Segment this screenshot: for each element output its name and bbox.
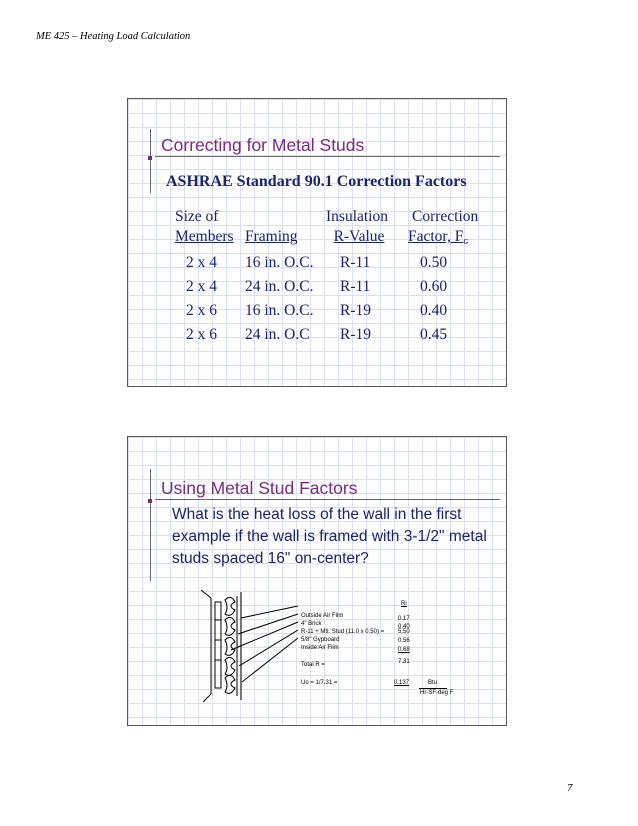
- table-cell: 0.45: [420, 326, 448, 343]
- table-cell: R-11: [340, 254, 371, 271]
- column-framing: [245, 251, 313, 347]
- total-label: Total R =: [301, 662, 325, 668]
- layer-value: 0.68: [398, 647, 410, 653]
- document-header: ME 425 – Heating Load Calculation: [36, 31, 191, 42]
- unit-fraction-bar: [419, 688, 447, 689]
- total-value: 7.31: [398, 659, 410, 665]
- slide-using-metal-stud-factors: [127, 436, 507, 726]
- table-cell: 2 x 6: [186, 302, 217, 319]
- layer-value: 0.56: [398, 638, 410, 644]
- table-cell: 16 in. O.C.: [245, 254, 314, 271]
- unit-numerator: Btu: [428, 680, 438, 686]
- table-cell: R-19: [340, 326, 371, 343]
- table-cell: 24 in. O.C: [245, 326, 310, 343]
- unit-denominator: Hr-SF-deg F: [420, 690, 454, 696]
- table-cell: 0.50: [420, 254, 448, 271]
- table-subtitle: ASHRAE Standard 90.1 Correction Factors: [166, 173, 467, 190]
- layer-label: 4" Brick: [301, 621, 322, 627]
- uo-value: 0.137: [394, 680, 410, 686]
- column-factor: [420, 251, 447, 347]
- slide-title: Correcting for Metal Studs: [161, 135, 365, 155]
- wall-section-diagram: [198, 590, 302, 702]
- header-insulation: Insulation R-Value: [326, 208, 388, 245]
- page-number: 7: [567, 782, 573, 794]
- layer-label: 5/8" Gypboard: [301, 637, 340, 643]
- layer-value: 0.40: [398, 624, 410, 630]
- uo-label: Uo = 1/7.31 =: [301, 680, 338, 686]
- layer-value: 5.50: [398, 629, 410, 635]
- ri-header: Ri: [401, 601, 407, 607]
- question-text: What is the heat loss of the wall in the first example if the wall is framed with 3-1/2" metal studs spaced 16" on-center?: [172, 506, 487, 567]
- table-cell: 0.60: [420, 278, 448, 295]
- layer-value: 0.17: [398, 616, 410, 622]
- table-cell: 2 x 6: [186, 326, 217, 343]
- table-cell: 2 x 4: [186, 254, 217, 271]
- layer-label: Outside Air Film: [301, 613, 344, 619]
- title-underline: [155, 499, 500, 500]
- header-framing: Framing: [245, 228, 298, 245]
- title-underline: [155, 156, 500, 157]
- slide-accent-dot: [148, 499, 152, 503]
- table-cell: 2 x 4: [186, 278, 217, 295]
- slide-accent-dot: [148, 156, 152, 160]
- table-cell: 16 in. O.C.: [245, 302, 314, 319]
- table-cell: 24 in. O.C.: [245, 278, 314, 295]
- table-cell: 0.40: [420, 302, 448, 319]
- table-cell: R-19: [340, 302, 371, 319]
- layer-label: Inside Air Film: [301, 645, 339, 651]
- slide-title: Using Metal Stud Factors: [161, 478, 358, 498]
- slide-accent-line: [150, 469, 151, 581]
- column-rvalue: [340, 251, 371, 347]
- layer-label: R-11 + Mtl. Stud (11.0 x 0.50) =: [301, 629, 385, 635]
- slide-correcting-metal-studs: [127, 98, 507, 387]
- slide-accent-line: [150, 129, 151, 193]
- column-size: [186, 251, 217, 347]
- table-cell: R-11: [340, 278, 371, 295]
- header-correction: Correction Factor, $F_c$: [408, 208, 479, 247]
- header-size: Size of Members: [175, 208, 234, 245]
